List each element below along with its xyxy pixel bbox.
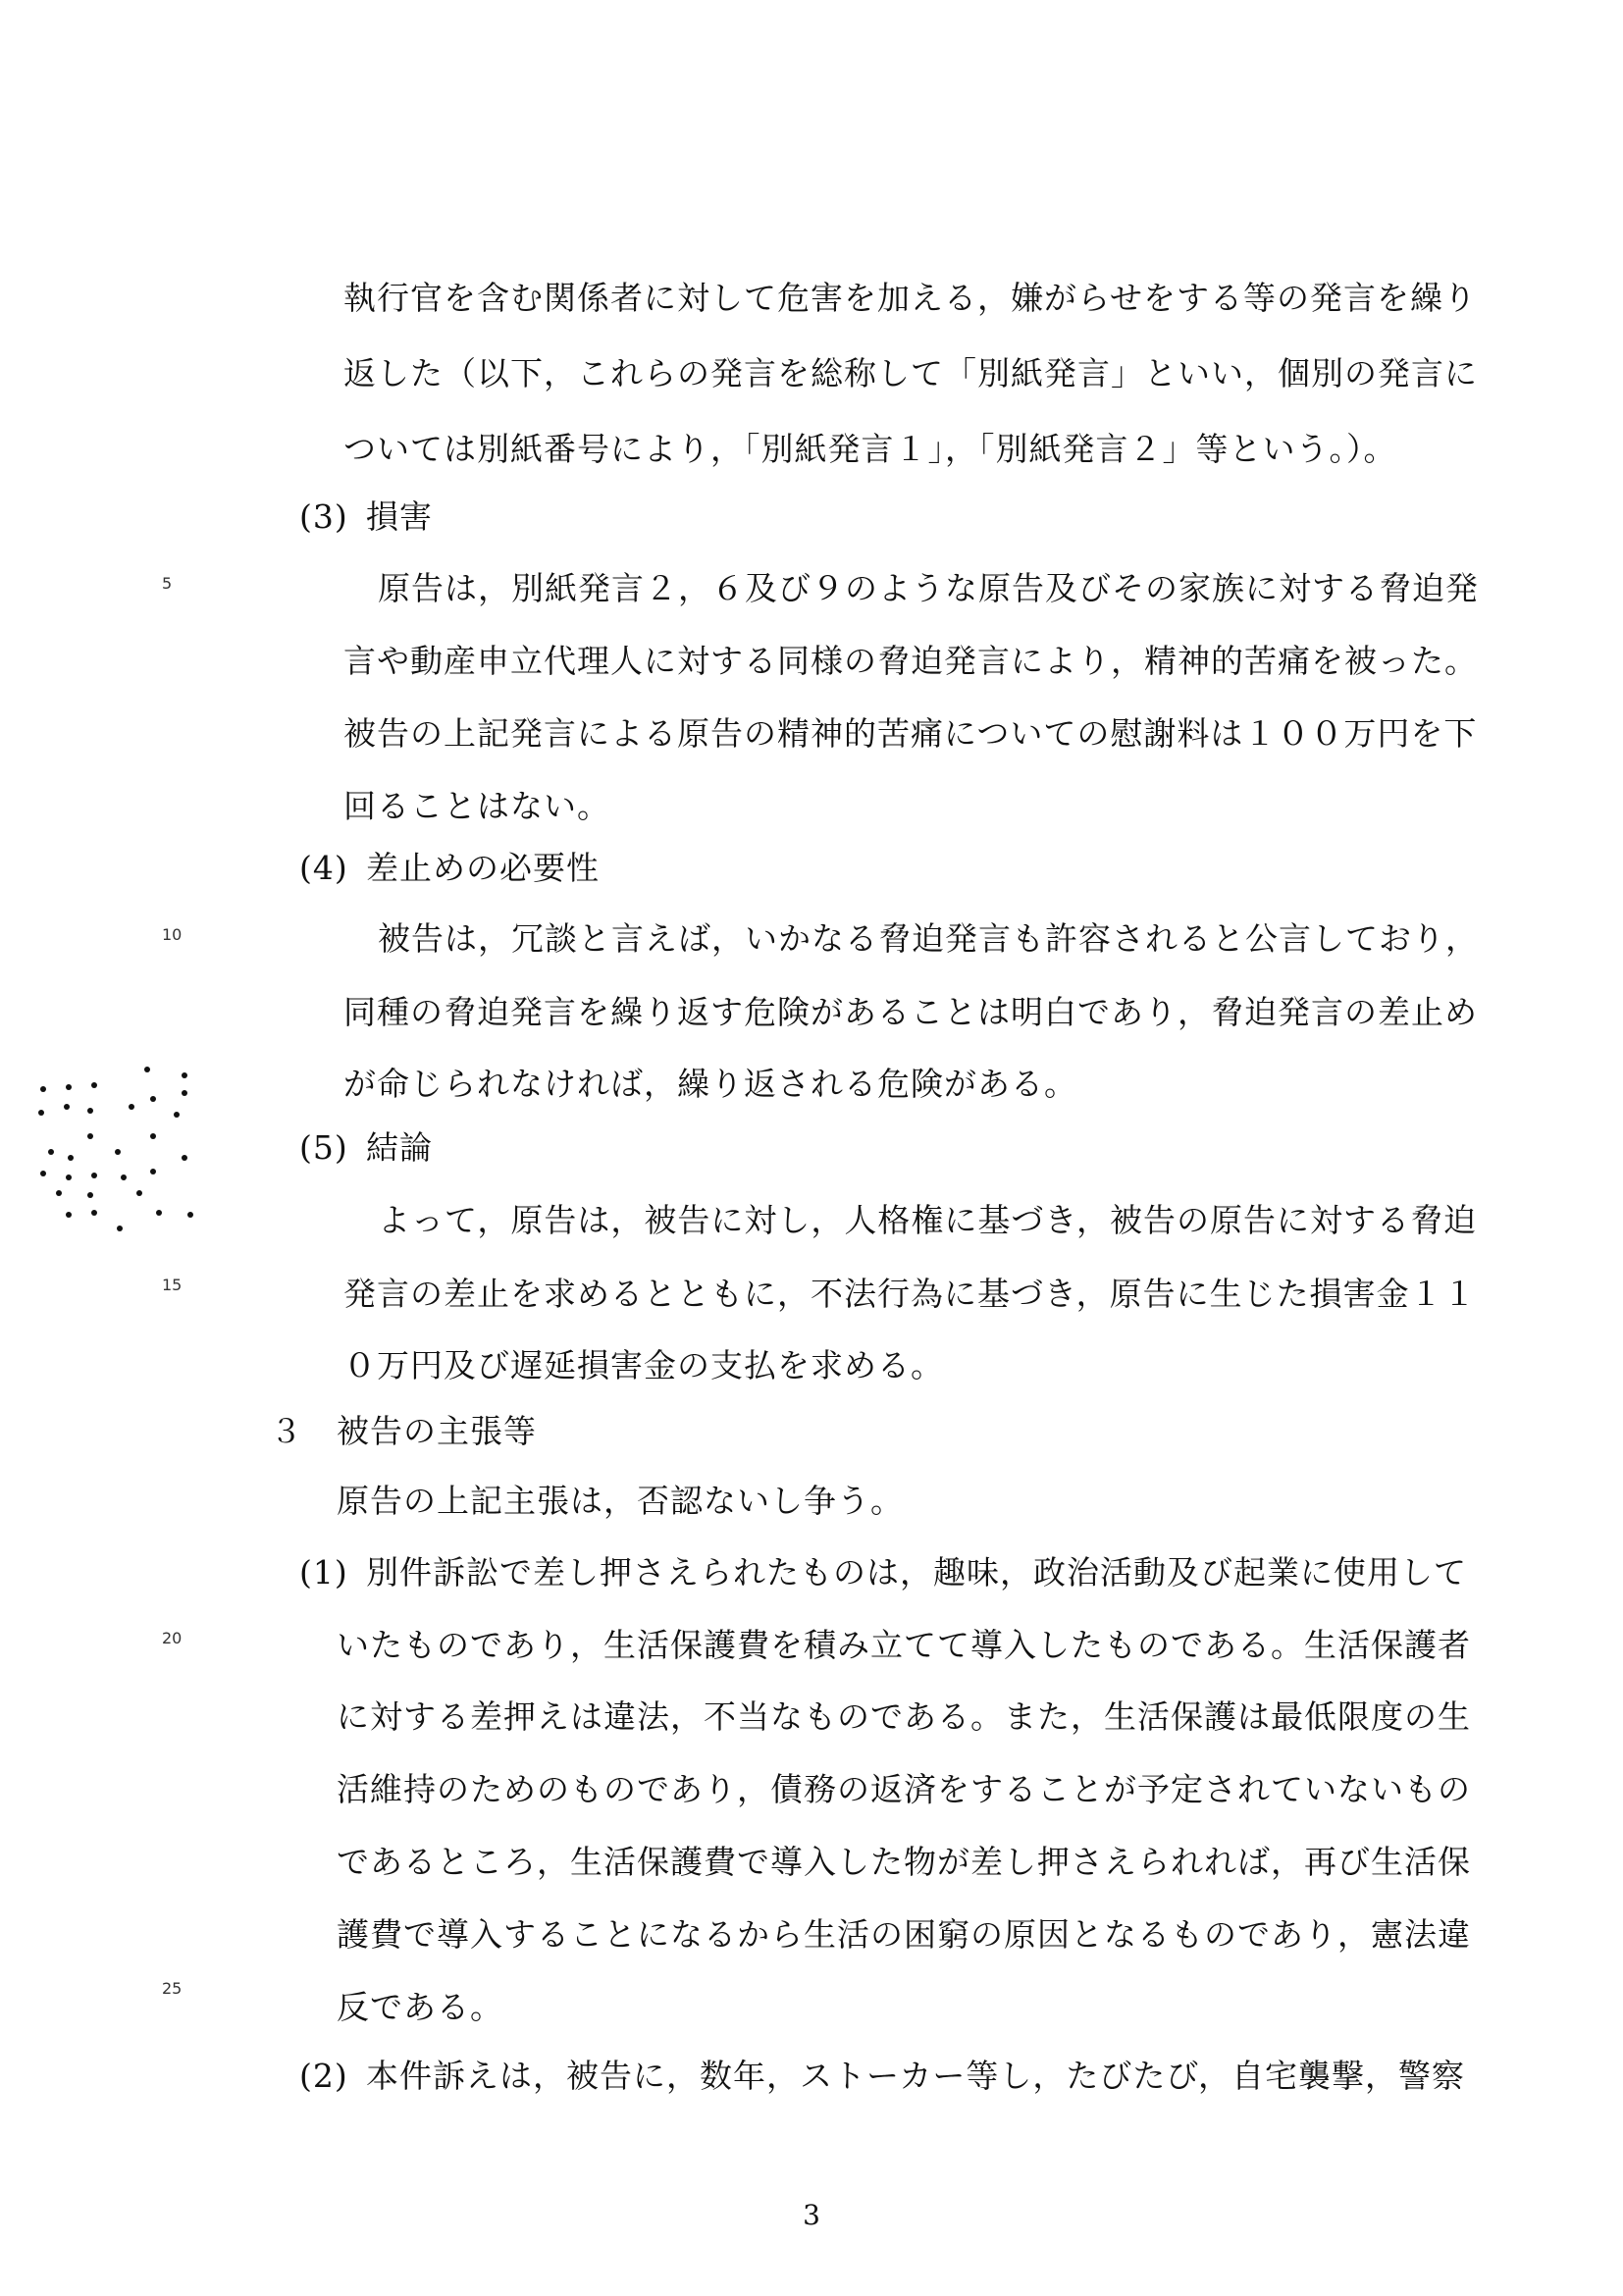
text-line: 活維持のためのものであり，債務の返済をすることが予定されていないもの [337, 1770, 1471, 1808]
text-line: 同種の脅迫発言を繰り返す危険があることは明白であり，脅迫発言の差止め [343, 993, 1478, 1031]
text-line: よって，原告は，被告に対し，人格権に基づき，被告の原告に対する脅迫 [378, 1201, 1478, 1239]
line-number: 15 [162, 1276, 183, 1294]
text-line: が命じられなければ，繰り返される危険がある。 [343, 1065, 1077, 1103]
text-line: いたものであり，生活保護費を積み立てて導入したものである。生活保護者 [337, 1626, 1471, 1664]
text-line: 反である。 [337, 1988, 503, 2026]
text-line: 護費で導入することになるから生活の困窮の原因となるものであり，憲法違 [337, 1915, 1471, 1954]
list-item-2 [299, 2055, 1465, 2098]
text-line: 被告は，冗談と言えば，いかなる脅迫発言も許容されると公言しており， [378, 919, 1479, 958]
text-line: であるところ，生活保護費で導入した物が差し押さえられれば，再び生活保 [337, 1843, 1471, 1881]
heading-text: 損害 [366, 497, 433, 536]
dot-pattern-decoration [29, 1050, 196, 1246]
text-line: 被告の上記発言による原告の精神的苦痛についての慰謝料は１００万円を下 [343, 714, 1478, 753]
line-number: 10 [162, 925, 183, 944]
heading-number: (1) [299, 1553, 348, 1592]
item-text: 別件訴訟で差し押さえられたものは，趣味，政治活動及び起業に使用して [366, 1553, 1467, 1592]
text-line: ０万円及び遅延損害金の支払を求める。 [343, 1346, 944, 1384]
item-text: 本件訴えは，被告に，数年，ストーカー等し，たびたび，自宅襲撃，警察 [366, 2057, 1466, 2095]
heading-text: 差止めの必要性 [366, 849, 600, 887]
list-item-1 [299, 1551, 1467, 1594]
heading-text: 被告の主張等 [337, 1412, 537, 1450]
line-number: 5 [162, 574, 173, 593]
section-heading-necessity [299, 847, 600, 890]
line-number: 25 [162, 1979, 183, 1998]
text-line: 原告の上記主張は，否認ないし争う。 [337, 1482, 904, 1520]
section-heading-conclusion [299, 1126, 433, 1170]
text-line: 発言の差止を求めるとともに，不法行為に基づき，原告に生じた損害金１１ [343, 1275, 1477, 1313]
section-heading-defendant [270, 1410, 537, 1453]
heading-number: (5) [299, 1128, 348, 1167]
text-line: 原告は，別紙発言２，６及び９のような原告及びその家族に対する脅迫発 [378, 569, 1479, 607]
text-line: に対する差押えは違法，不当なものである。また，生活保護は最低限度の生 [337, 1697, 1471, 1736]
text-line: 言や動産申立代理人に対する同様の脅迫発言により，精神的苦痛を被った。 [343, 642, 1478, 680]
text-line: ついては別紙番号により，「別紙発言１」，「別紙発言２」等という。）。 [343, 430, 1397, 468]
heading-number: (2) [299, 2057, 348, 2095]
heading-number: ３ [270, 1412, 303, 1450]
text-line: 返した（以下，これらの発言を総称して「別紙発言」といい，個別の発言に [343, 354, 1478, 392]
line-number: 20 [162, 1629, 183, 1647]
heading-text: 結論 [366, 1128, 433, 1167]
text-line: 回ることはない。 [343, 787, 610, 825]
heading-number: (3) [299, 497, 348, 536]
text-line: 執行官を含む関係者に対して危害を加える，嫌がらせをする等の発言を繰り [343, 279, 1478, 317]
section-heading-damage [299, 496, 433, 539]
page-number: 3 [803, 2199, 820, 2231]
heading-number: (4) [299, 849, 348, 887]
